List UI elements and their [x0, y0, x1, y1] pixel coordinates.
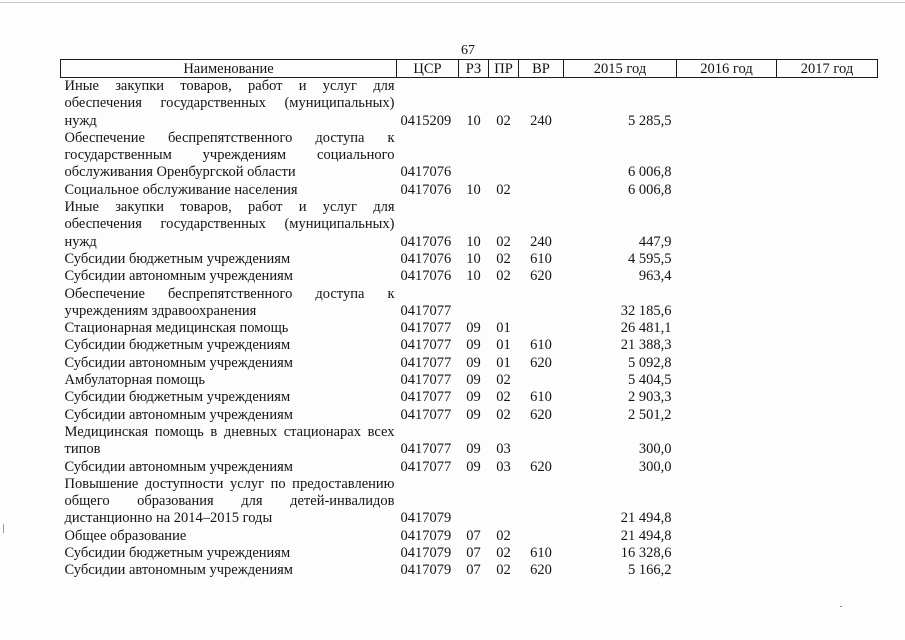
cell-rz	[459, 130, 489, 182]
cell-y2017	[777, 78, 878, 130]
cell-vr	[519, 476, 564, 528]
cell-y2017	[777, 355, 878, 372]
cell-pr: 03	[496, 458, 511, 475]
cell-vr: 240	[530, 112, 552, 129]
cell-pr: 01	[496, 337, 511, 354]
cell-pr: 03	[496, 441, 511, 458]
cell-vr	[519, 424, 564, 459]
cell-y2017	[777, 407, 878, 424]
cell-y2015: 6 006,8	[628, 164, 672, 181]
cell-name: Повышение доступности услуг по предоставлению общего образования для детей-инвалидов дистанционно на 2014–2015 годы	[64, 475, 395, 527]
cell-csr: 0417077	[400, 354, 452, 371]
table-row	[61, 78, 878, 130]
table-header	[61, 60, 878, 78]
cell-vr	[519, 286, 564, 321]
cell-rz	[459, 286, 489, 321]
cell-name: Иные закупки товаров, работ и услуг для обеспечения государственных (муниципальных) нужд	[64, 199, 395, 250]
cell-pr: 02	[496, 250, 511, 267]
cell-rz: 07	[466, 527, 481, 544]
cell-vr: 240	[530, 233, 552, 250]
cell-y2017	[777, 372, 878, 389]
cell-vr	[519, 528, 564, 545]
cell-vr: 620	[530, 354, 552, 371]
cell-rz: 09	[466, 389, 481, 406]
cell-y2017	[777, 320, 878, 337]
cell-y2016	[677, 78, 777, 130]
cell-y2017	[777, 182, 878, 199]
cell-y2016	[677, 424, 777, 459]
cell-rz: 10	[466, 233, 481, 250]
header-pr: ПР	[489, 60, 519, 78]
table-row	[61, 528, 878, 545]
cell-y2015: 26 481,1	[620, 320, 672, 337]
header-2016: 2016 год	[677, 60, 777, 78]
cell-vr: 610	[530, 250, 552, 267]
cell-csr: 0417077	[400, 389, 452, 406]
cell-vr: 610	[530, 389, 552, 406]
cell-y2015: 447,9	[638, 233, 672, 250]
cell-y2016	[677, 251, 777, 268]
table-row	[61, 268, 878, 285]
table-body	[61, 78, 878, 580]
cell-y2017	[777, 528, 878, 545]
cell-vr: 620	[530, 458, 552, 475]
cell-name: Медицинская помощь в дневных стационарах всех типов	[64, 423, 395, 458]
cell-pr: 02	[496, 389, 511, 406]
table-row	[61, 337, 878, 354]
cell-pr: 02	[496, 181, 511, 198]
cell-y2015: 300,0	[638, 458, 672, 475]
cell-y2016	[677, 286, 777, 321]
table-row	[61, 389, 878, 406]
cell-name: Субсидии автономным учреждениям	[64, 458, 293, 475]
cell-y2015: 6 006,8	[628, 181, 672, 198]
cell-name: Обеспечение беспрепятственного доступа к учреждениям здравоохранения	[64, 285, 395, 319]
cell-y2015: 16 328,6	[620, 545, 672, 562]
table-row	[61, 407, 878, 424]
cell-y2015: 21 494,8	[620, 527, 672, 544]
cell-name: Субсидии автономным учреждениям	[64, 268, 293, 285]
table-row	[61, 355, 878, 372]
cell-name: Субсидии бюджетным учреждениям	[64, 545, 291, 562]
cell-rz: 09	[466, 337, 481, 354]
cell-name: Социальное обслуживание населения	[64, 181, 298, 198]
cell-pr: 02	[496, 545, 511, 562]
header-vr: ВР	[519, 60, 564, 78]
table-row	[61, 130, 878, 182]
cell-rz: 07	[466, 545, 481, 562]
cell-vr: 610	[530, 337, 552, 354]
cell-rz: 09	[466, 458, 481, 475]
cell-y2016	[677, 562, 777, 579]
cell-name: Субсидии автономным учреждениям	[64, 406, 293, 423]
cell-pr: 02	[496, 562, 511, 579]
cell-pr: 02	[496, 233, 511, 250]
cell-rz: 09	[466, 441, 481, 458]
cell-y2015: 21 388,3	[620, 337, 672, 354]
cell-y2015: 5 166,2	[628, 562, 672, 579]
cell-y2017	[777, 130, 878, 182]
header-csr: ЦСР	[397, 60, 459, 78]
cell-y2015: 32 185,6	[620, 302, 672, 319]
budget-table	[60, 59, 878, 580]
cell-rz: 07	[466, 562, 481, 579]
cell-y2015: 21 494,8	[620, 510, 672, 527]
cell-rz: 10	[466, 112, 481, 129]
cell-csr: 0417076	[400, 164, 452, 181]
header-2017: 2017 год	[777, 60, 878, 78]
cell-y2016	[677, 459, 777, 476]
cell-csr: 0417077	[400, 406, 452, 423]
cell-y2017	[777, 459, 878, 476]
cell-pr	[489, 130, 519, 182]
cell-csr: 0417077	[400, 441, 452, 458]
cell-pr: 02	[496, 112, 511, 129]
cell-name: Субсидии бюджетным учреждениям	[64, 337, 291, 354]
cell-rz	[459, 476, 489, 528]
cell-y2015: 4 595,5	[628, 250, 672, 267]
cell-csr: 0415209	[400, 112, 452, 129]
cell-y2016	[677, 476, 777, 528]
cell-y2016	[677, 320, 777, 337]
cell-rz: 10	[466, 181, 481, 198]
cell-y2017	[777, 389, 878, 406]
cell-y2015: 5 092,8	[628, 354, 672, 371]
cell-pr: 02	[496, 406, 511, 423]
page-number: 67	[461, 43, 475, 58]
scan-edge-mark	[3, 524, 4, 533]
cell-y2015: 300,0	[638, 441, 672, 458]
header-2015: 2015 год	[564, 60, 677, 78]
cell-y2016	[677, 337, 777, 354]
cell-y2016	[677, 130, 777, 182]
cell-rz: 09	[466, 320, 481, 337]
cell-y2016	[677, 268, 777, 285]
cell-pr: 01	[496, 354, 511, 371]
cell-y2017	[777, 424, 878, 459]
cell-csr: 0417079	[400, 545, 452, 562]
cell-name: Субсидии бюджетным учреждениям	[64, 389, 291, 406]
cell-rz: 09	[466, 406, 481, 423]
header-name: Наименование	[61, 60, 397, 78]
cell-y2015: 5 404,5	[628, 372, 672, 389]
cell-y2017	[777, 476, 878, 528]
cell-rz: 10	[466, 268, 481, 285]
cell-y2017	[777, 337, 878, 354]
table-row	[61, 199, 878, 251]
table-row	[61, 372, 878, 389]
cell-name: Амбулаторная помощь	[64, 372, 205, 389]
cell-pr	[489, 286, 519, 321]
cell-csr: 0417079	[400, 510, 452, 527]
cell-pr	[489, 476, 519, 528]
cell-vr: 610	[530, 545, 552, 562]
cell-y2016	[677, 355, 777, 372]
cell-y2017	[777, 562, 878, 579]
cell-vr	[519, 372, 564, 389]
cell-pr: 02	[496, 527, 511, 544]
table-row	[61, 182, 878, 199]
table-row	[61, 251, 878, 268]
cell-y2015: 2 501,2	[628, 406, 672, 423]
cell-y2016	[677, 545, 777, 562]
cell-csr: 0417076	[400, 181, 452, 198]
cell-csr: 0417076	[400, 233, 452, 250]
scan-speck	[840, 606, 842, 607]
cell-rz: 09	[466, 372, 481, 389]
cell-rz: 09	[466, 354, 481, 371]
cell-name: Иные закупки товаров, работ и услуг для обеспечения государственных (муниципальных) нужд	[64, 78, 395, 129]
cell-pr: 02	[496, 372, 511, 389]
cell-pr: 01	[496, 320, 511, 337]
cell-y2015: 963,4	[638, 268, 672, 285]
table-row	[61, 286, 878, 321]
cell-vr: 620	[530, 268, 552, 285]
cell-csr: 0417077	[400, 372, 452, 389]
cell-name: Стационарная медицинская помощь	[64, 320, 289, 337]
cell-y2015: 5 285,5	[628, 112, 672, 129]
cell-csr: 0417077	[400, 302, 452, 319]
cell-y2017	[777, 286, 878, 321]
cell-pr: 02	[496, 268, 511, 285]
table-row	[61, 320, 878, 337]
cell-y2017	[777, 268, 878, 285]
cell-rz: 10	[466, 250, 481, 267]
cell-csr: 0417076	[400, 268, 452, 285]
cell-name: Субсидии автономным учреждениям	[64, 562, 293, 579]
cell-y2016	[677, 528, 777, 545]
cell-csr: 0417077	[400, 458, 452, 475]
cell-csr: 0417079	[400, 527, 452, 544]
cell-y2016	[677, 407, 777, 424]
cell-vr: 620	[530, 562, 552, 579]
cell-name: Обеспечение беспрепятственного доступа к государственным учреждениям социального обслуживания Оренбургской области	[64, 129, 395, 181]
scan-top-rule	[0, 2, 905, 3]
cell-csr: 0417077	[400, 320, 452, 337]
table-row	[61, 476, 878, 528]
cell-y2016	[677, 372, 777, 389]
cell-name: Субсидии бюджетным учреждениям	[64, 250, 291, 267]
cell-csr: 0417076	[400, 250, 452, 267]
cell-vr	[519, 320, 564, 337]
header-row	[61, 60, 878, 78]
cell-y2016	[677, 199, 777, 251]
cell-vr: 620	[530, 406, 552, 423]
cell-vr	[519, 130, 564, 182]
cell-y2016	[677, 182, 777, 199]
cell-csr: 0417079	[400, 562, 452, 579]
table-row	[61, 424, 878, 459]
cell-csr: 0417077	[400, 337, 452, 354]
cell-y2017	[777, 251, 878, 268]
header-rz: РЗ	[459, 60, 489, 78]
cell-vr	[519, 182, 564, 199]
cell-y2015: 2 903,3	[628, 389, 672, 406]
cell-y2017	[777, 199, 878, 251]
cell-y2017	[777, 545, 878, 562]
table-row	[61, 562, 878, 579]
cell-name: Субсидии автономным учреждениям	[64, 354, 293, 371]
table-row	[61, 459, 878, 476]
cell-y2016	[677, 389, 777, 406]
table-row	[61, 545, 878, 562]
cell-name: Общее образование	[64, 527, 187, 544]
